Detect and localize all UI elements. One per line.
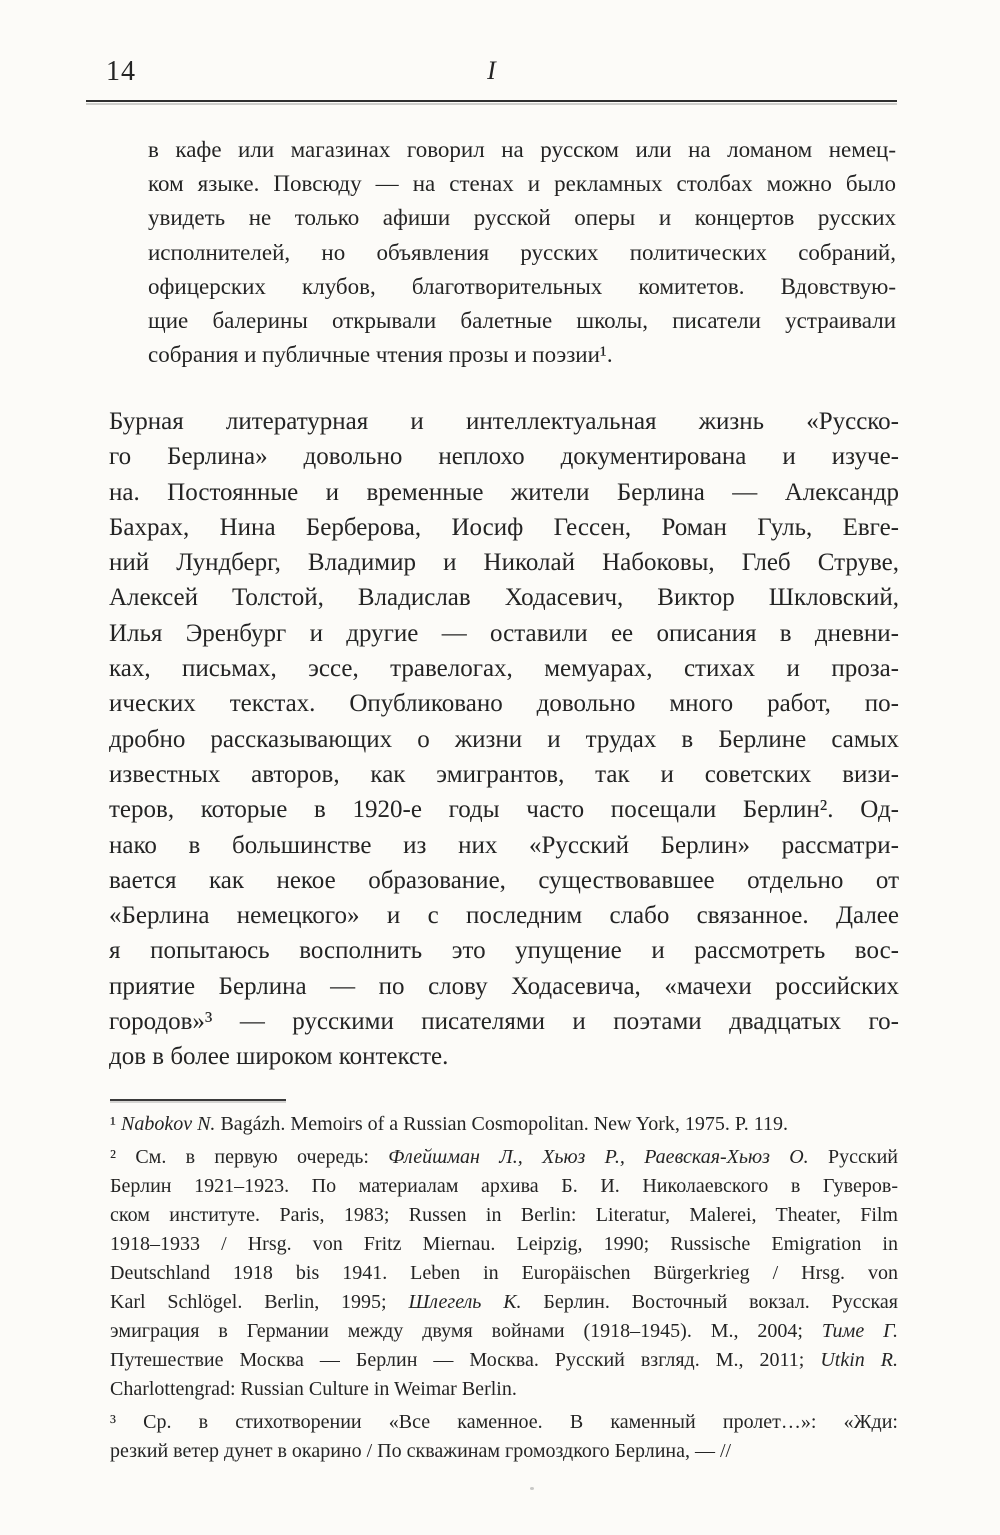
text-line — [110, 1172, 898, 1201]
text-line — [110, 1201, 898, 1230]
italic-text-segment: Шлегель К. — [408, 1291, 522, 1313]
text-segment: Bagázh. Memoirs of a Russian Cosmopolitan. New York, 1975. P. 119. — [215, 1113, 789, 1135]
text-segment: 1918–1933 / Hrsg. von Fritz Miernau. Leipzig, 1990; Russische Emigration in — [110, 1233, 898, 1255]
text-segment: ком языке. Повсюду — на стенах и рекламных столбах можно было — [148, 171, 896, 197]
running-head: I — [487, 56, 496, 85]
text-line — [148, 167, 896, 201]
footnote-1 — [110, 1110, 898, 1139]
text-segment: ках, письмах, эссе, травелогах, мемуарах, стихах и проза- — [109, 655, 899, 683]
text-segment: теров, которые в 1920-е годы часто посещали Берлин². Од- — [109, 796, 899, 824]
text-line — [109, 792, 899, 827]
text-line — [110, 1110, 898, 1139]
text-line — [109, 828, 899, 863]
italic-text-segment: Nabokov N. — [121, 1113, 216, 1135]
scan-artifact — [530, 1487, 534, 1490]
text-segment: «Берлина немецкого» и с последним слабо связанное. Далее — [109, 902, 899, 930]
text-line — [109, 616, 899, 651]
text-segment: Karl Schlögel. Berlin, 1995; — [110, 1291, 409, 1313]
text-segment: на. Постоянные и временные жители Берлина — Александр — [109, 478, 899, 506]
italic-text-segment: Тиме Г. — [821, 1320, 898, 1342]
text-segment: Путешествие Москва — Берлин — Москва. Русский взгляд. М., 2011; — [110, 1349, 821, 1371]
footnote-separator — [110, 1099, 286, 1101]
text-line — [109, 439, 899, 474]
text-segment: Илья Эренбург и другие — оставили ее описания в дневни- — [109, 619, 899, 647]
text-segment: резкий ветер дунет в окарино / По скважинам громоздкого Берлина, — // — [110, 1440, 732, 1462]
text-line — [110, 1143, 898, 1172]
text-line — [109, 1004, 899, 1039]
text-segment: я попытаюсь восполнить это упущение и рассмотреть вос- — [109, 937, 899, 965]
text-segment: собрания и публичные чтения прозы и поэзии¹. — [148, 342, 613, 368]
text-line — [110, 1230, 898, 1259]
text-segment: ических текстах. Опубликовано довольно много работ, по- — [109, 690, 899, 718]
text-segment: Берлин 1921–1923. По материалам архива Б. И. Николаевского в Гуверов- — [110, 1175, 898, 1197]
text-line — [109, 969, 899, 1004]
text-line — [110, 1288, 898, 1317]
footnote-3 — [110, 1408, 898, 1466]
text-segment: ¹ — [110, 1113, 121, 1135]
italic-text-segment: Utkin R. — [820, 1349, 898, 1371]
text-line — [109, 404, 899, 439]
text-line — [110, 1346, 898, 1375]
text-line — [148, 133, 896, 167]
text-line — [109, 545, 899, 580]
text-segment: Charlottengrad: Russian Culture in Weimar Berlin. — [110, 1378, 517, 1400]
text-segment: дробно рассказывающих о жизни и трудах в Берлине самых — [109, 725, 899, 753]
text-line — [109, 686, 899, 721]
text-line — [110, 1437, 898, 1466]
header-rule — [86, 100, 897, 102]
text-line — [109, 1039, 899, 1074]
text-segment: увидеть не только афиши русской оперы и концертов русских — [148, 205, 896, 231]
text-line — [109, 580, 899, 615]
text-line — [109, 651, 899, 686]
text-segment: ² См. в первую очередь: — [110, 1146, 389, 1168]
text-line — [109, 510, 899, 545]
text-line — [110, 1408, 898, 1437]
italic-text-segment: Флейшман Л., Хьюз Р., Раевская-Хьюз О. — [388, 1146, 809, 1168]
text-line — [148, 338, 896, 372]
text-segment: Алексей Толстой, Владислав Ходасевич, Виктор Шкловский, — [109, 584, 899, 612]
text-line — [110, 1259, 898, 1288]
text-line — [109, 722, 899, 757]
text-segment: приятие Берлина — по слову Ходасевича, «мачехи российских — [109, 972, 899, 1000]
text-segment: городов»³ — русскими писателями и поэтами двадцатых го- — [109, 1008, 899, 1036]
footnotes — [110, 1110, 898, 1466]
text-segment: эмиграция в Германии между двумя войнами (1918–1945). М., 2004; — [110, 1320, 822, 1342]
text-segment: вается как некое образование, существовавшее отдельно от — [109, 866, 899, 894]
footnote-2 — [110, 1143, 898, 1404]
text-segment: Берлин. Восточный вокзал. Русская — [521, 1291, 899, 1313]
text-segment: щие балерины открывали балетные школы, писатели устраивали — [148, 308, 896, 334]
text-line — [148, 270, 896, 304]
text-segment: офицерских клубов, благотворительных комитетов. Вдовствую- — [148, 273, 896, 299]
text-line — [109, 475, 899, 510]
text-line — [110, 1375, 898, 1404]
text-segment: Deutschland 1918 bis 1941. Leben in Europäischen Bürgerkrieg / Hrsg. von — [110, 1262, 898, 1284]
text-segment: нако в большинстве из них «Русский Берлин» рассматри- — [109, 831, 899, 859]
text-segment: Бахрах, Нина Берберова, Иосиф Гессен, Роман Гуль, Евге- — [109, 513, 899, 541]
text-segment: Бурная литературная и интеллектуальная жизнь «Русско- — [109, 408, 899, 435]
text-segment: го Берлина» довольно неплохо документирована и изуче- — [109, 443, 899, 471]
text-segment: известных авторов, как эмигрантов, так и советских визи- — [109, 760, 899, 788]
text-line — [109, 933, 899, 968]
text-line — [110, 1317, 898, 1346]
text-segment: дов в более широком контексте. — [109, 1043, 449, 1071]
text-line — [148, 236, 896, 270]
page-number: 14 — [106, 56, 136, 87]
text-segment: ³ Ср. в стихотворении «Все каменное. В каменный пролет…»: «Жди: — [110, 1411, 898, 1433]
text-line — [148, 201, 896, 235]
text-line — [148, 304, 896, 338]
text-segment: ний Лундберг, Владимир и Николай Набоковы, Глеб Струве, — [109, 549, 899, 577]
main-text — [109, 404, 899, 1075]
text-line — [109, 863, 899, 898]
block-quote — [148, 133, 896, 372]
text-segment: в кафе или магазинах говорил на русском или на ломаном немец- — [148, 137, 896, 162]
text-segment: ском институте. Paris, 1983; Russen in Berlin: Literatur, Malerei, Theater, Film — [110, 1204, 898, 1226]
text-segment: исполнителей, но объявления русских политических собраний, — [148, 239, 896, 265]
text-line — [109, 898, 899, 933]
text-segment: Русский — [808, 1146, 899, 1168]
text-line — [109, 757, 899, 792]
